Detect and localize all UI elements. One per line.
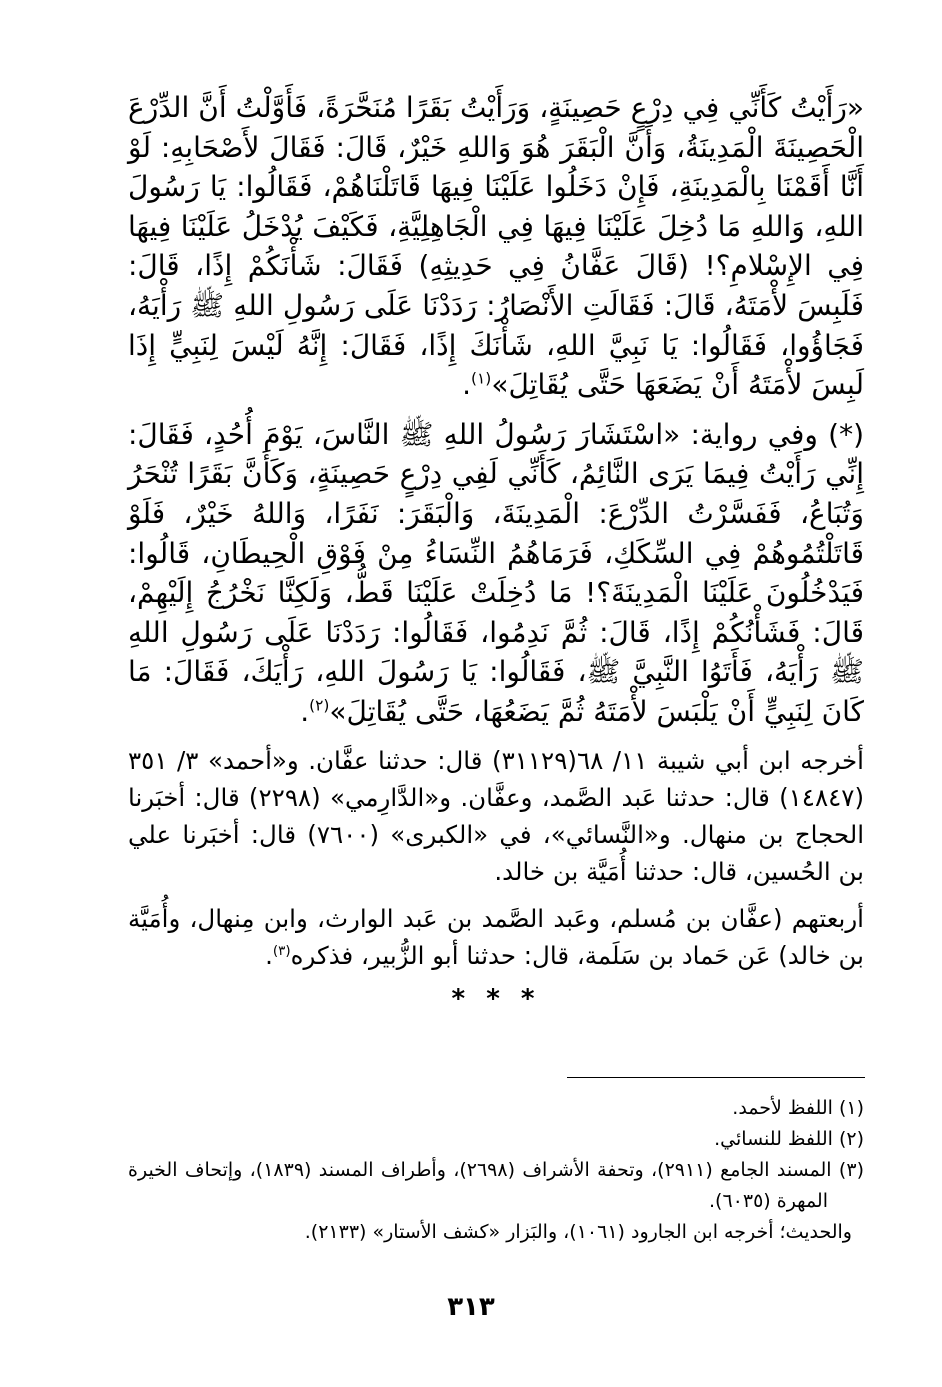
page-number: ٣١٣: [447, 1292, 495, 1322]
page-body: [128, 88, 864, 1024]
footnotes: [128, 1093, 864, 1248]
hadith-text-2: (*) وفي رواية: «اسْتَشَارَ رَسُولُ اللهِ ﷺ النَّاسَ، يَوْمَ أُحُدٍ، فَقَالَ: إِنِّي رَأَيْتُ فِيمَا يَرَى النَّائِمُ، كَأَنِّي لَفِي دِرْعٍ حَصِينَةٍ، وَكَأَنَّ بَقَرًا تُنْحَرُ وَتُبَاعُ، فَفَسَّرْتُ الدِّرْعَ: الْمَدِينَةَ، وَالْبَقَرَ: نَفَرًا، وَاللهُ خَيْرٌ، فَلَوْ قَاتَلْتُمُوهُمْ فِي السِّكَكِ، فَرَمَاهُمُ النِّسَاءُ مِنْ فَوْقِ الْحِيطَانِ، قَالُوا: فَيَدْخُلُونَ عَلَيْنَا الْمَدِينَةَ؟! مَا دُخِلَتْ عَلَيْنَا قَطُّ، وَلَكِنَّا نَخْرُجُ إِلَيْهِمْ، قَالَ: فَشَأْنُكُمْ إِذًا، قَالَ: ثُمَّ نَدِمُوا، فَقَالُوا: رَدَدْنَا عَلَى رَسُولِ اللهِ ﷺ رَأْيَهُ، فَأَتَوُا النَّبِيَّ ﷺ، فَقَالُوا: يَا رَسُولَ اللهِ، رَأْيَكَ، فَقَالَ: مَا كَانَ لِنَبِيٍّ أَنْ يَلْبَسَ لأْمَتَهُ ثُمَّ يَضَعُهَا، حَتَّى يُقَاتِلَ»$^{(٢)}$.: [128, 417, 864, 728]
footnote-ref-2[interactable]: (٢): [309, 696, 330, 715]
footnote-divider: [567, 1077, 865, 1078]
hadith-1-body: «رَأَيْتُ كَأَنِّي فِي دِرْعٍ حَصِينَةٍ، وَرَأَيْتُ بَقَرًا مُنَحَّرَةً، فَأَوَّلْتُ أَنَّ الدِّرْعَ الْحَصِينَةَ الْمَدِينَةُ، وَأَنَّ الْبَقَرَ هُوَ وَاللهِ خَيْرٌ، قَالَ: فَقَالَ لأَصْحَابِهِ: لَوْ أَنَّا أَقَمْنَا بِالْمَدِينَةِ، فَإِنْ دَخَلُوا عَلَيْنَا فِيهَا قَاتَلْنَاهُمْ، فَقَالُوا: يَا رَسُولَ اللهِ، وَاللهِ مَا دُخِلَ عَلَيْنَا فِيهَا فِي الْجَاهِلِيَّةِ، فَكَيْفَ يُدْخَلُ عَلَيْنَا فِيهَا فِي الإِسْلامِ؟! (قَالَ عَفَّانُ فِي حَدِيثِهِ) فَقَالَ: شَأْنَكُمْ إِذًا، قَالَ: فَلَبِسَ لأْمَتَهُ، قَالَ: فَقَالَتِ الأَنْصَارُ: رَدَدْنَا عَلَى رَسُولِ اللهِ ﷺ رَأْيَهُ، فَجَاؤُوا، فَقَالُوا: يَا نَبِيَّ اللهِ، شَأْنَكَ إِذًا، فَقَالَ: إِنَّهُ لَيْسَ لِنَبِيٍّ إِذَا لَبِسَ لأْمَتَهُ أَنْ يَضَعَهَا حَتَّى يُقَاتِلَ»: [128, 91, 864, 402]
footnote-2: (٢) اللفظ للنسائي.: [714, 1128, 864, 1150]
footnote-ref-1[interactable]: (١): [471, 369, 492, 388]
section-separator: * * *: [451, 983, 541, 1014]
footnote-ref-3[interactable]: (٣): [272, 942, 291, 959]
footnote-extra: والحديث؛ أخرجه ابن الجارود (١٠٦١)، والبَزار «كشف الأستار» (٢١٣٣).: [304, 1221, 852, 1243]
hadith-2-body: (*) وفي رواية: «اسْتَشَارَ رَسُولُ اللهِ ﷺ النَّاسَ، يَوْمَ أُحُدٍ، فَقَالَ: إِنِّي رَأَيْتُ فِيمَا يَرَى النَّائِمُ، كَأَنِّي لَفِي دِرْعٍ حَصِينَةٍ، وَكَأَنَّ بَقَرًا تُنْحَرُ وَتُبَاعُ، فَفَسَّرْتُ الدِّرْعَ: الْمَدِينَةَ، وَالْبَقَرَ: نَفَرًا، وَاللهُ خَيْرٌ، فَلَوْ قَاتَلْتُمُوهُمْ فِي السِّكَكِ، فَرَمَاهُمُ النِّسَاءُ مِنْ فَوْقِ الْحِيطَانِ، قَالُوا: فَيَدْخُلُونَ عَلَيْنَا الْمَدِينَةَ؟! مَا دُخِلَتْ عَلَيْنَا قَطُّ، وَلَكِنَّا نَخْرُجُ إِلَيْهِمْ، قَالَ: فَشَأْنُكُمْ إِذًا، قَالَ: ثُمَّ نَدِمُوا، فَقَالُوا: رَدَدْنَا عَلَى رَسُولِ اللهِ ﷺ رَأْيَهُ، فَأَتَوُا النَّبِيَّ ﷺ، فَقَالُوا: يَا رَسُولَ اللهِ، رَأْيَكَ، فَقَالَ: مَا كَانَ لِنَبِيٍّ أَنْ يَلْبَسَ لأْمَتَهُ ثُمَّ يَضَعُهَا، حَتَّى يُقَاتِلَ»: [128, 417, 864, 728]
takhrij-paragraph-2: أربعتهم (عفَّان بن مُسلم، وعَبد الصَّمد بن عَبد الوارث، وابن مِنهال، وأُمَيَّة بن خالد) عَن حَماد بن سَلَمة، قال: حدثنا أبو الزُّبير، فذكره$^{(٣)}$.: [128, 903, 864, 970]
footnote-3: (٣) المسند الجامع (٢٩١١)، وتحفة الأشراف (٢٦٩٨)، وأطراف المسند (١٨٣٩)، وإتحاف الخيرة المهرة (٦٠٣٥).: [128, 1159, 864, 1212]
takhrij-2-body: أربعتهم (عفَّان بن مُسلم، وعَبد الصَّمد بن عَبد الوارث، وابن مِنهال، وأُمَيَّة بن خالد) عَن حَماد بن سَلَمة، قال: حدثنا أبو الزُّبير، فذكره: [128, 903, 864, 970]
hadith-text-1: «رَأَيْتُ كَأَنِّي فِي دِرْعٍ حَصِينَةٍ، وَرَأَيْتُ بَقَرًا مُنَحَّرَةً، فَأَوَّلْتُ أَنَّ الدِّرْعَ الْحَصِينَةَ الْمَدِينَةُ، وَأَنَّ الْبَقَرَ هُوَ وَاللهِ خَيْرٌ، قَالَ: فَقَالَ لأَصْحَابِهِ: لَوْ أَنَّا أَقَمْنَا بِالْمَدِينَةِ، فَإِنْ دَخَلُوا عَلَيْنَا فِيهَا قَاتَلْنَاهُمْ، فَقَالُوا: يَا رَسُولَ اللهِ، وَاللهِ مَا دُخِلَ عَلَيْنَا فِيهَا فِي الْجَاهِلِيَّةِ، فَكَيْفَ يُدْخَلُ عَلَيْنَا فِيهَا فِي الإِسْلامِ؟! (قَالَ عَفَّانُ فِي حَدِيثِهِ) فَقَالَ: شَأْنَكُمْ إِذًا، قَالَ: فَلَبِسَ لأْمَتَهُ، قَالَ: فَقَالَتِ الأَنْصَارُ: رَدَدْنَا عَلَى رَسُولِ اللهِ ﷺ رَأْيَهُ، فَجَاؤُوا، فَقَالُوا: يَا نَبِيَّ اللهِ، شَأْنَكَ إِذًا، فَقَالَ: إِنَّهُ لَيْسَ لِنَبِيٍّ إِذَا لَبِسَ لأْمَتَهُ أَنْ يَضَعَهَا حَتَّى يُقَاتِلَ»$^{(١)}$.: [128, 91, 864, 402]
takhrij-paragraph-1: أخرجه ابن أبي شيبة ١١/ ٦٨(٣١١٢٩) قال: حدثنا عفَّان. و«أحمد» ٣/ ٣٥١ (١٤٨٤٧) قال: حدثنا عَبد الصَّمد، وعفَّان. و«الدَّارِمي» (٢٢٩٨) قال: أخبَرنا الحجاج بن منهال. و«النَّسائي»، في «الكبرى» (٧٦٠٠) قال: أخبَرنا علي بن الحُسين، قال: حدثنا أُمَيَّة بن خالد.: [128, 745, 864, 886]
footnote-1: (١) اللفظ لأحمد.: [732, 1097, 864, 1119]
